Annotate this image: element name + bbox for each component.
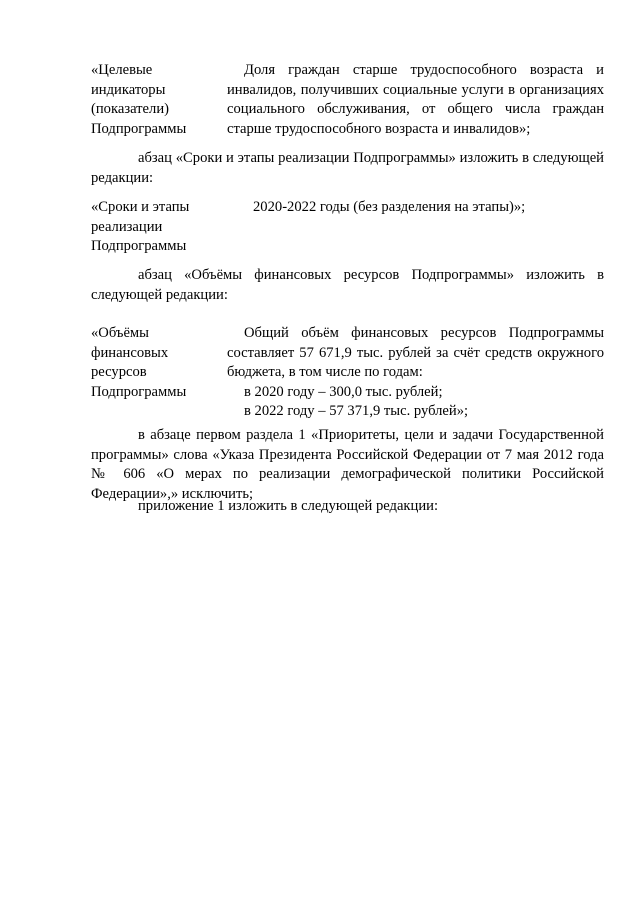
row-content xyxy=(227,324,604,422)
row-label: «Целевые индикаторы (показатели) Подпрограммы xyxy=(91,62,187,137)
paragraph-appendix-amendment: приложение 1 изложить в следующей редакции: xyxy=(138,498,438,514)
row-label: «Объёмы финансовых ресурсов Подпрограммы xyxy=(91,325,187,400)
funding-2022: в 2022 году – 57 371,9 тыс. рублей»; xyxy=(244,403,469,419)
row-content: 2020-2022 годы (без разделения на этапы)»; xyxy=(253,199,526,215)
paragraph-section1-amendment: в абзаце первом раздела 1 «Приоритеты, цели и задачи Государственной программы» слова «Указа Президента Российской Федерации от 7 мая 2012 года № 606 «О мерах по реализации демографической политики Российской Федерации»,» исключить; xyxy=(91,427,604,502)
row-label: «Сроки и этапы реализации Подпрограммы xyxy=(91,199,190,254)
paragraph-timing-intro: абзац «Сроки и этапы реализации Подпрограммы» изложить в следующей редакции: xyxy=(91,150,604,186)
row-content: Доля граждан старше трудоспособного возраста и инвалидов, получивших социальные услуги в организациях социального обслуживания, от общего числа граждан старше трудоспособного возраста и инвалидов»; xyxy=(227,62,604,137)
passport-row-indicators xyxy=(91,61,604,139)
funding-2020: в 2020 году – 300,0 тыс. рублей; xyxy=(244,383,443,400)
paragraph-funding-intro: абзац «Объёмы финансовых ресурсов Подпрограммы» изложить в следующей редакции: xyxy=(91,267,604,303)
passport-row-funding xyxy=(91,324,604,422)
funding-total: Общий объём финансовых ресурсов Подпрограммы составляет 57 671,9 тыс. рублей за счёт средств окружного бюджета, в том числе по годам: xyxy=(227,325,604,380)
passport-row-timing xyxy=(91,198,604,257)
